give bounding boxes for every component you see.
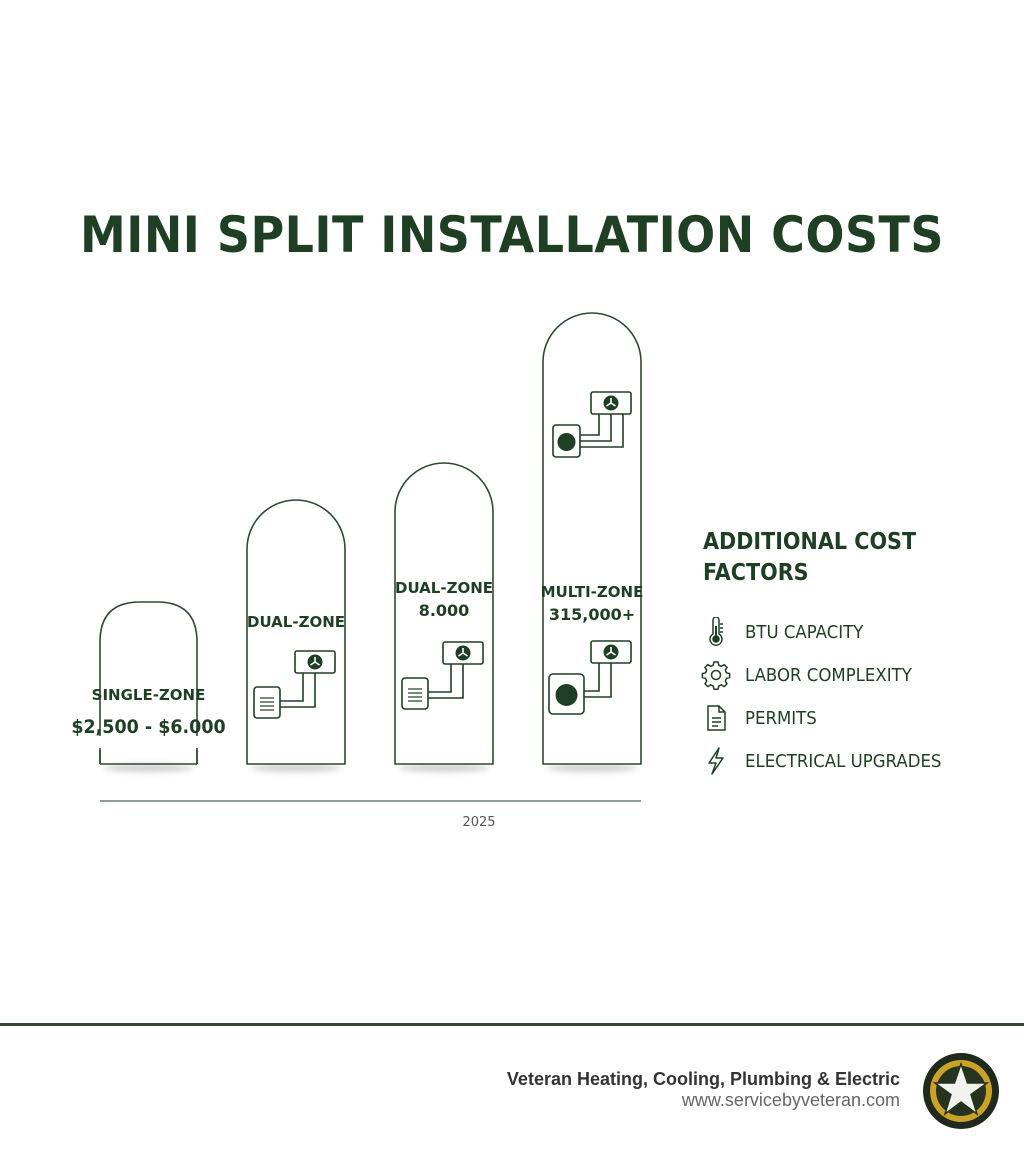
bar-value-label: 315,000+ xyxy=(548,605,636,624)
bar-category-label: DUAL-ZONE xyxy=(395,579,493,597)
factor-labor-complexity xyxy=(700,659,926,691)
factor-permits xyxy=(700,702,823,734)
bar-4 xyxy=(541,313,644,772)
factor-label: BTU CAPACITY xyxy=(745,621,864,643)
factors-title-line2: FACTORS xyxy=(703,560,809,586)
bar-category-label: MULTI-ZONE xyxy=(540,583,644,601)
star-badge-icon xyxy=(922,1052,1000,1130)
factor-btu-capacity xyxy=(700,616,874,648)
document-icon xyxy=(700,702,732,734)
bar-1 xyxy=(71,602,225,772)
gear-icon xyxy=(700,659,732,691)
thermometer-icon xyxy=(700,616,732,648)
bar-category-label: DUAL-ZONE xyxy=(247,613,345,631)
factor-label: PERMITS xyxy=(745,707,817,729)
x-axis-label: 2025 xyxy=(462,815,496,830)
chart-title: MINI SPLIT INSTALLATION COSTS xyxy=(80,206,944,264)
factor-label: ELECTRICAL UPGRADES xyxy=(745,750,942,772)
bar-value-label: 8.000 xyxy=(418,601,470,620)
footer-divider xyxy=(0,1023,1024,1026)
bar-category-label: SINGLE-ZONE xyxy=(91,686,206,704)
bar-2 xyxy=(247,500,345,772)
bar-3 xyxy=(395,463,493,772)
factors-title-line1: ADDITIONAL COST xyxy=(703,529,917,555)
company-website[interactable]: www.servicebyveteran.com xyxy=(681,1090,900,1110)
lightning-icon xyxy=(700,745,732,777)
bar-value-label: $2,500 - $6.000 xyxy=(71,716,226,739)
factor-electrical-upgrades xyxy=(700,745,959,777)
company-name: Veteran Heating, Cooling, Plumbing & Electric xyxy=(506,1069,900,1089)
factors-title xyxy=(703,527,937,589)
factor-label: LABOR COMPLEXITY xyxy=(745,664,912,686)
